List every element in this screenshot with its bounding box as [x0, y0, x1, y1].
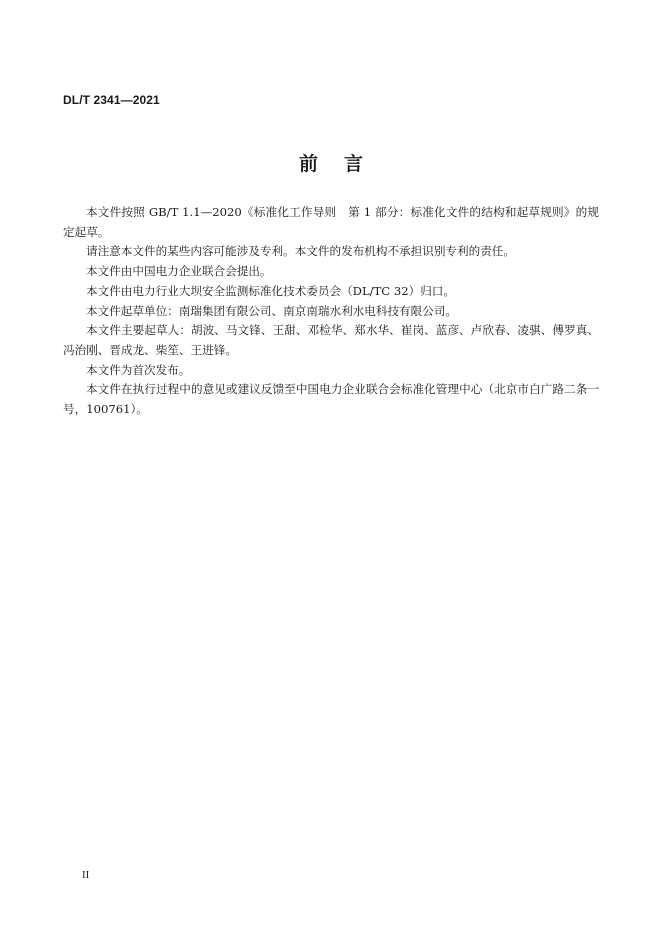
page-number: II	[82, 869, 90, 881]
foreword-body	[63, 203, 599, 420]
paragraph-main-drafters: 本文件主要起草人：胡波、马文锋、王甜、邓检华、郑水华、崔岗、蓝彦、卢欣春、凌骐、傅罗真、冯治刚、晋成龙、柴笙、王进锋。	[63, 323, 599, 357]
paragraph-proposed-by: 本文件由中国电力企业联合会提出。	[86, 264, 272, 279]
paragraph-drafting-units: 本文件起草单位：南瑞集团有限公司、南京南瑞水利水电科技有限公司。	[86, 303, 458, 318]
document-code: DL/T 2341—2021	[63, 93, 160, 107]
section-title: 前言	[298, 153, 389, 175]
paragraph-technical-committee: 本文件由电力行业大坝安全监测标准化技术委员会（DL/TC 32）归口。	[86, 283, 455, 298]
paragraph-drafting-rules: 本文件按照 GB/T 1.1—2020《标准化工作导则 第 1 部分：标准化文件的结构和起草规则》的规定起草。	[63, 205, 599, 239]
paragraph-first-release: 本文件为首次发布。	[86, 362, 191, 377]
paragraph-feedback: 本文件在执行过程中的意见或建议反馈至中国电力企业联合会标准化管理中心（北京市白广路二条一号，100761）。	[63, 382, 599, 417]
paragraph-patent-notice: 请注意本文件的某些内容可能涉及专利。本文件的发布机构不承担识别专利的责任。	[86, 244, 515, 259]
